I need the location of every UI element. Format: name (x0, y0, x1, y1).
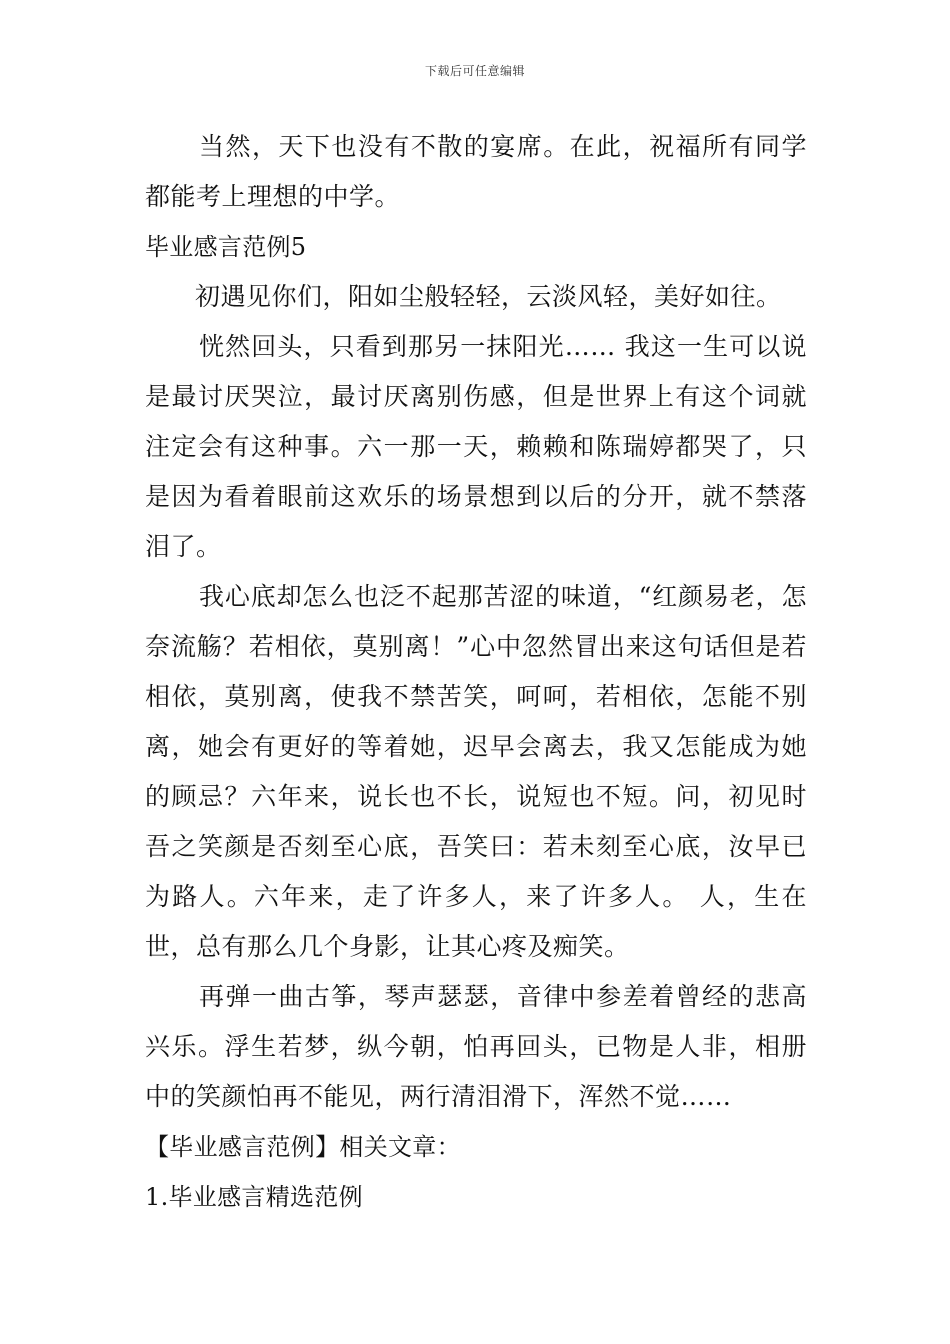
related-article-link-1[interactable]: 1.毕业感言精选范例 (145, 1183, 363, 1211)
paragraph-farewell: 当然，天下也没有不散的宴席。在此，祝福所有同学都能考上理想的中学。 (145, 132, 807, 211)
paragraph-guzheng: 再弹一曲古筝，琴声瑟瑟，音律中参差着曾经的悲高兴乐。浮生若梦，纵今朝，怕再回头，已物是人非，相册中的笑颜怕再不能见，两行清泪滑下，浑然不觉…… (145, 982, 807, 1111)
paragraph-bitter-taste: 我心底却怎么也泛不起那苦涩的味道，“红颜易老，怎奈流觞？若相依，莫别离！”心中忽然冒出来这句话但是若相依，莫别离，使我不禁苦笑，呵呵，若相依，怎能不别离，她会有更好的等着她，迟早会离去，我又怎能成为她的顾忌？六年来，说长也不长，说短也不短。问，初见时吾之笑颜是否刻至心底，吾笑曰：若未刻至心底，汝早已为路人。六年来，走了许多人，来了许多人。 人，生在世，总有那么几个身影，让其心疼及痴笑。 (145, 582, 807, 961)
document-body (145, 122, 807, 1222)
related-articles-heading: 【毕业感言范例】相关文章： (145, 1133, 461, 1161)
section-heading-example-5: 毕业感言范例5 (145, 233, 307, 261)
paragraph-first-meeting: 初遇见你们，阳如尘般轻轻，云淡风轻，美好如往。 (195, 282, 782, 311)
page-header-note: 下载后可任意编辑 (424, 64, 525, 78)
paragraph-looking-back: 恍然回头，只看到那另一抹阳光…… 我这一生可以说是最讨厌哭泣，最讨厌离别伤感，但是世界上有这个词就注定会有这种事。六一那一天，赖赖和陈瑞婷都哭了，只是因为看着眼前这欢乐的场景想到以后的分开，就不禁落泪了。 (145, 332, 807, 561)
